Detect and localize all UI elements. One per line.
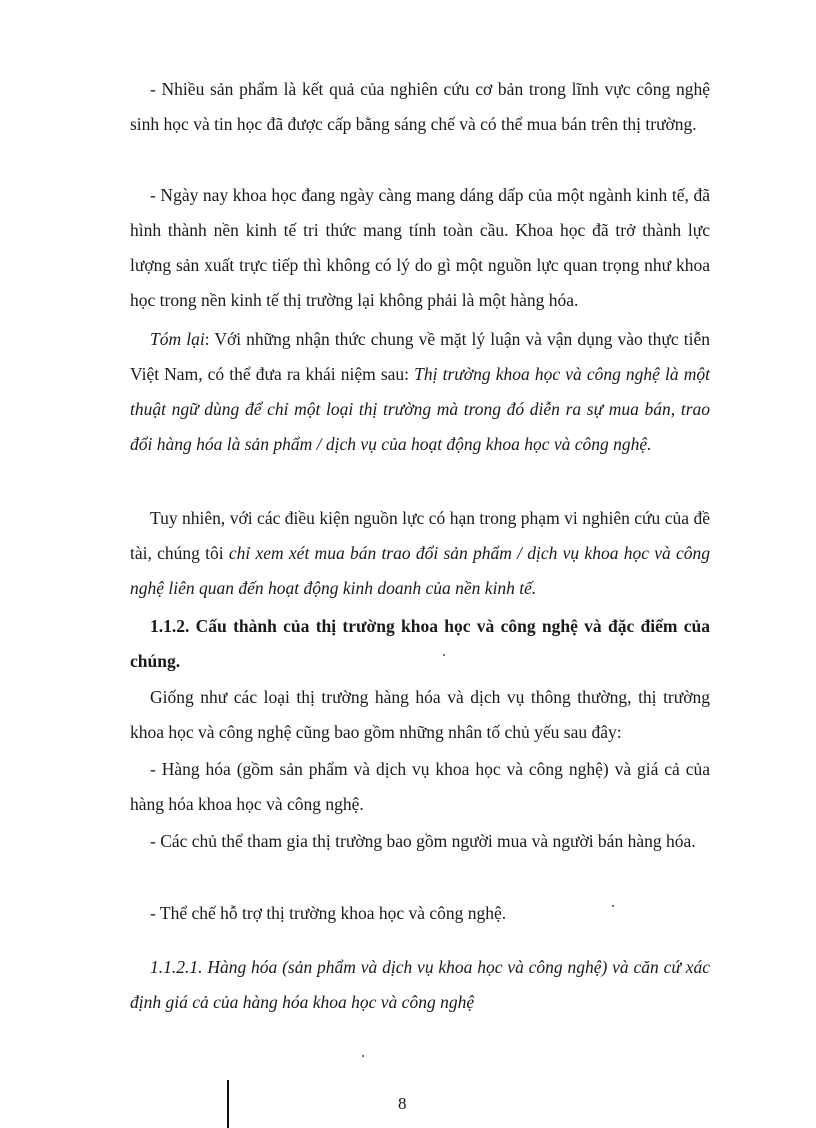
paragraph-text (130, 501, 710, 606)
paragraph-text: - Nhiều sản phẩm là kết quả của nghiên cứu cơ bản trong lĩnh vực công nghệ sinh học và tin học đã được cấp bằng sáng chế và có thể mua bán trên thị trường. (130, 79, 710, 134)
paragraph-patents (130, 72, 710, 142)
paragraph-text (130, 322, 710, 462)
summary-text: : Với những nhận thức chung về mặt lý luận và vận dụng vào thực tiễn Việt Nam, có thể đưa ra khái niệm sau: (130, 329, 710, 384)
paragraph-text: Giống như các loại thị trường hàng hóa và dịch vụ thông thường, thị trường khoa học và công nghệ cũng bao gồm những nhân tố chủ yếu sau đây: (130, 687, 710, 742)
section-heading (130, 609, 710, 679)
paragraph-text: - Ngày nay khoa học đang ngày càng mang dáng dấp của một ngành kinh tế, đã hình thành nền kinh tế tri thức mang tính toàn cầu. Khoa học đã trở thành lực lượng sản xuất trực tiếp thì không có lý do gì một nguồn lực quan trọng như khoa học trong nền kinh tế thị trường lại không phải là một hàng hóa. (130, 185, 710, 310)
summary-lead: Tóm lại (150, 329, 205, 349)
subheading-text: 1.1.2.1. Hàng hóa (sản phẩm và dịch vụ khoa học và công nghệ) và căn cứ xác định giá cả của hàng hóa khoa học và công nghệ (130, 957, 710, 1012)
paragraph-scope (130, 501, 710, 606)
heading-text: 1.1.2. Cấu thành của thị trường khoa học và công nghệ và đặc điểm của chúng. (130, 616, 710, 671)
paragraph-components-intro (130, 680, 710, 750)
scan-speck (443, 654, 445, 656)
scan-speck (362, 1055, 364, 1057)
list-item-institutions (130, 896, 710, 931)
scan-speck (612, 905, 614, 907)
margin-bar (227, 1080, 229, 1128)
list-item-subjects (130, 824, 710, 859)
definition-italic: Thị trường khoa học và công nghệ là một thuật ngữ dùng để chỉ một loại thị trường mà trong đó diễn ra sự mua bán, trao đổi hàng hóa là sản phẩm / dịch vụ của hoạt động khoa học và công nghệ. (130, 364, 710, 454)
scope-text: Tuy nhiên, với các điều kiện nguồn lực có hạn trong phạm vi nghiên cứu của đề tài, chúng tôi (130, 508, 710, 563)
page-number: 8 (398, 1094, 407, 1113)
scope-italic: chỉ xem xét mua bán trao đổi sản phẩm / dịch vụ khoa học và công nghệ liên quan đến hoạt động kinh doanh của nền kinh tế. (130, 543, 710, 598)
paragraph-summary (130, 322, 710, 462)
paragraph-knowledge-economy (130, 178, 710, 318)
paragraph-text: - Thể chế hỗ trợ thị trường khoa học và công nghệ. (150, 903, 507, 923)
list-item-goods (130, 752, 710, 822)
subsection-heading (130, 950, 710, 1020)
paragraph-text: - Hàng hóa (gồm sản phẩm và dịch vụ khoa học và công nghệ) và giá cả của hàng hóa khoa học và công nghệ. (130, 759, 710, 814)
paragraph-text: - Các chủ thể tham gia thị trường bao gồm người mua và người bán hàng hóa. (150, 831, 696, 851)
